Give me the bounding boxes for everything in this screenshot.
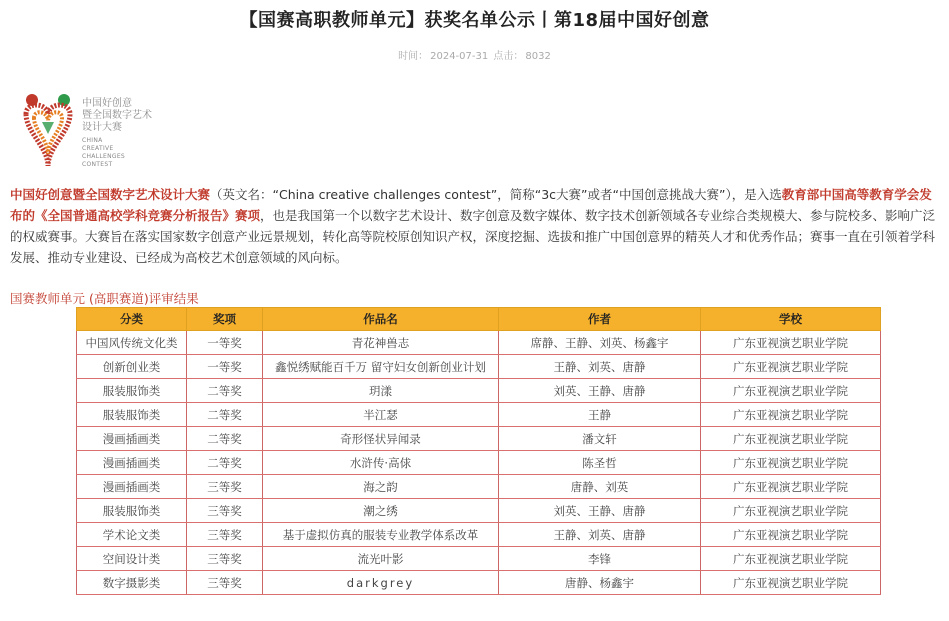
award-cell: 三等奖 <box>187 571 263 595</box>
column-header: 作者 <box>499 308 701 331</box>
table-row <box>77 475 881 499</box>
category-cell: 漫画插画类 <box>77 427 187 451</box>
work-title-cell: 半江瑟 <box>263 403 499 427</box>
category-cell: 学术论文类 <box>77 523 187 547</box>
logo-cn-line: 中国好创意 <box>82 98 132 109</box>
column-header: 奖项 <box>187 308 263 331</box>
table-row <box>77 427 881 451</box>
category-cell: 中国风传统文化类 <box>77 331 187 355</box>
click-count: 8032 <box>525 51 551 62</box>
category-cell: 空间设计类 <box>77 547 187 571</box>
work-title-cell: 基于虚拟仿真的服装专业教学体系改革 <box>263 523 499 547</box>
award-cell: 三等奖 <box>187 547 263 571</box>
school-cell: 广东亚视演艺职业学院 <box>701 547 881 571</box>
school-cell: 广东亚视演艺职业学院 <box>701 451 881 475</box>
article-meta <box>0 47 949 62</box>
work-title-cell: darkgrey <box>263 571 499 595</box>
work-title-cell: 海之韵 <box>263 475 499 499</box>
author-cell: 唐静、刘英 <box>499 475 701 499</box>
table-row <box>77 355 881 379</box>
author-cell: 王静、刘英、唐静 <box>499 523 701 547</box>
work-title-cell: 潮之绣 <box>263 499 499 523</box>
table-row <box>77 571 881 595</box>
category-cell: 服装服饰类 <box>77 403 187 427</box>
work-title-cell: 青花神兽志 <box>263 331 499 355</box>
contest-name-highlight: 中国好创意暨全国数字艺术设计大赛 <box>10 187 211 202</box>
logo-en-line: CHINA <box>82 137 103 144</box>
category-cell: 数字摄影类 <box>77 571 187 595</box>
author-cell: 潘文轩 <box>499 427 701 451</box>
table-row <box>77 499 881 523</box>
author-cell: 王静、刘英、唐静 <box>499 355 701 379</box>
table-row <box>77 379 881 403</box>
awards-table <box>76 307 881 595</box>
intro-paragraph <box>10 184 940 268</box>
school-cell: 广东亚视演艺职业学院 <box>701 499 881 523</box>
award-cell: 三等奖 <box>187 475 263 499</box>
clicks-label: 点击： <box>493 51 524 62</box>
work-title-cell: 水浒传·高俅 <box>263 451 499 475</box>
award-cell: 一等奖 <box>187 355 263 379</box>
table-row <box>77 523 881 547</box>
school-cell: 广东亚视演艺职业学院 <box>701 427 881 451</box>
school-cell: 广东亚视演艺职业学院 <box>701 355 881 379</box>
award-cell: 一等奖 <box>187 331 263 355</box>
category-cell: 服装服饰类 <box>77 499 187 523</box>
school-cell: 广东亚视演艺职业学院 <box>701 403 881 427</box>
article-title: 【国赛高职教师单元】获奖名单公示丨第18届中国好创意 <box>239 10 710 31</box>
logo-en-text <box>82 137 125 169</box>
school-cell: 广东亚视演艺职业学院 <box>701 331 881 355</box>
school-cell: 广东亚视演艺职业学院 <box>701 379 881 403</box>
work-title-cell: 鑫悦绣赋能百千万 留守妇女创新创业计划 <box>263 355 499 379</box>
logo-en-line: CHALLENGES <box>82 153 126 160</box>
author-cell: 唐静、杨鑫宇 <box>499 571 701 595</box>
intro-text: （英文名：“China creative challenges contest”，简称“3c大赛”或者“中国创意挑战大赛”），是入选 <box>210 187 782 202</box>
award-cell: 二等奖 <box>187 379 263 403</box>
category-cell: 创新创业类 <box>77 355 187 379</box>
author-cell: 李锋 <box>499 547 701 571</box>
award-cell: 三等奖 <box>187 499 263 523</box>
author-cell: 陈圣哲 <box>499 451 701 475</box>
award-cell: 二等奖 <box>187 403 263 427</box>
logo-cn-line: 暨全国数字艺术 <box>82 110 152 121</box>
logo-cn-text <box>82 98 152 134</box>
award-cell: 三等奖 <box>187 523 263 547</box>
category-cell: 服装服饰类 <box>77 379 187 403</box>
award-cell: 二等奖 <box>187 451 263 475</box>
table-header-row <box>77 308 881 331</box>
category-cell: 漫画插画类 <box>77 475 187 499</box>
work-title-cell: 玥漾 <box>263 379 499 403</box>
logo-en-line: CONTEST <box>82 161 113 168</box>
table-row <box>77 331 881 355</box>
column-header: 作品名 <box>263 308 499 331</box>
author-cell: 刘英、王静、唐静 <box>499 379 701 403</box>
table-row <box>77 451 881 475</box>
school-cell: 广东亚视演艺职业学院 <box>701 523 881 547</box>
school-cell: 广东亚视演艺职业学院 <box>701 571 881 595</box>
section-title: 国赛教师单元 (高职赛道)评审结果 <box>10 291 199 306</box>
table-row <box>77 547 881 571</box>
logo-cn-line: 设计大赛 <box>82 122 122 133</box>
publish-date: 2024-07-31 <box>430 51 489 62</box>
author-cell: 王静 <box>499 403 701 427</box>
school-cell: 广东亚视演艺职业学院 <box>701 475 881 499</box>
column-header: 分类 <box>77 308 187 331</box>
time-label: 时间： <box>398 51 429 62</box>
intro-text: ，也是我国第一个以数字艺术设计、数字创意及数字媒体、数字技术创新领域各专业综合类规模大、参与院校多、影响广泛的权威赛事。大赛旨在落实国家数字创意产业远景规划，转化高等院校原创知识产权，深度挖掘、选拔和推广中国创意界的精英人才和优秀作品；赛事一直在引领着学科发展、推动专业建设、已经成为高校艺术创意领域的风向标。 <box>10 208 936 265</box>
ministry-highlight: 教育部中国高等教育学会发布的《全国普通高校学科竞赛分析报告》赛项 <box>10 187 932 223</box>
author-cell: 刘英、王静、唐静 <box>499 499 701 523</box>
work-title-cell: 奇形怪状异闻录 <box>263 427 499 451</box>
work-title-cell: 流光叶影 <box>263 547 499 571</box>
table-row <box>77 403 881 427</box>
logo-en-line: CREATIVE <box>82 145 114 152</box>
award-cell: 二等奖 <box>187 427 263 451</box>
author-cell: 席静、王静、刘英、杨鑫宇 <box>499 331 701 355</box>
column-header: 学校 <box>701 308 881 331</box>
category-cell: 漫画插画类 <box>77 451 187 475</box>
